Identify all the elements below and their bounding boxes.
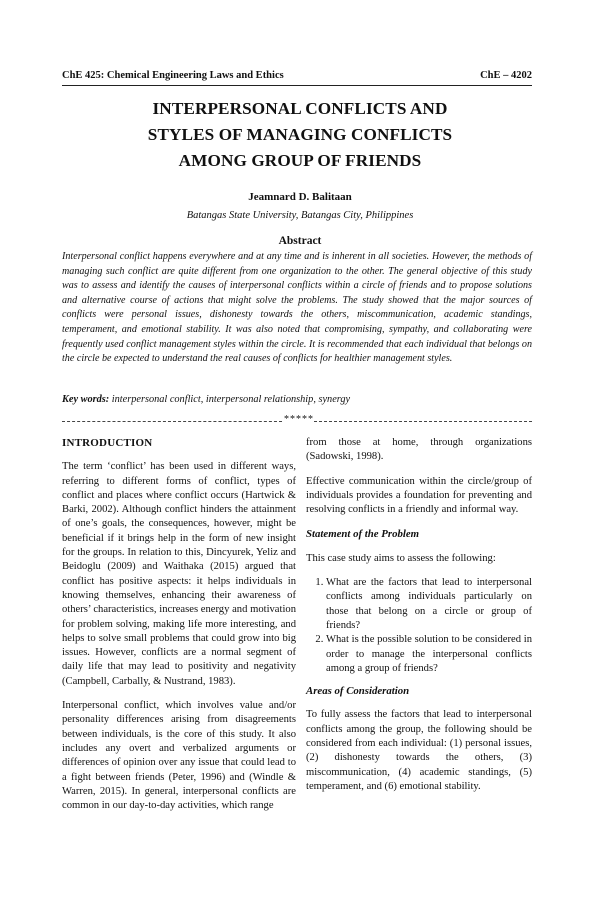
problem-list: [306, 576, 532, 676]
divider-line-right: [314, 421, 532, 422]
areas-heading: Areas of Consideration: [306, 685, 410, 698]
abstract-text: Interpersonal conflict happens everywhere and at any time and is inherent in all societies. However, the methods of managing such conflict are quite different from one organization to the other. The general objective of this study was to assess and identify the causes of interpersonal conflicts within a circle of friends and to propose solutions and alternative course of actions that might solve the problems. The study showed that the major sources of conflicts were personal issues, dishonesty towards the others, miscommunication, academic standings, temperament, and emotional stability. It was also noted that compromising, sympathy, and collaborating were frequently used conflict management styles within the circle. It is recommended that each individual that belongs on the circle be expected to understand the real causes of conflicts for healthier management styles.: [62, 251, 532, 365]
title-line: INTERPERSONAL CONFLICTS AND: [152, 99, 448, 118]
paper-title: [80, 96, 520, 174]
problem-intro: This case study aims to assess the following:: [306, 552, 496, 564]
keywords-label: Key words:: [62, 394, 110, 405]
problem-item: 1. What are the factors that lead to interpersonal conflicts among individuals particularly on those that belong on a circle or group of friends?: [326, 576, 532, 633]
course-title: ChE 425: Chemical Engineering Laws and Ethics: [62, 70, 284, 81]
header-rule: [62, 85, 532, 86]
author-affiliation: Batangas State University, Batangas City, Philippines: [186, 210, 414, 221]
left-column: [62, 436, 296, 823]
running-header: [62, 70, 532, 84]
problem-heading: Statement of the Problem: [306, 528, 420, 541]
problem-item: 2. What is the possible solution to be considered in order to manage the interpersonal conflicts among a group of friends?: [326, 633, 532, 676]
author-name: Jeamnard D. Balitaan: [248, 191, 352, 203]
title-line: AMONG GROUP OF FRIENDS: [178, 151, 422, 170]
intro-paragraph-3: from those at home, through organizations (Sadowski, 1998).: [306, 437, 532, 463]
divider-stars: *****: [284, 414, 314, 425]
introduction-heading: INTRODUCTION: [62, 437, 153, 449]
areas-paragraph: To fully assess the factors that lead to interpersonal conflicts among the group, the following should be considered from each individual: (1) personal issues, (2) dishonesty towards the others, (3) miscommunication, (4) academic standings, (5) temperament, and (6) emotional stability.: [306, 709, 532, 792]
abstract-heading: Abstract: [278, 235, 322, 247]
intro-paragraph-2: Interpersonal conflict, which involves value and/or personality differences arising from disagreements between individuals, is the core of this study. It also includes any overt and verbalized arguments or differences of opinion over any issue that could lead to a fight between friends (Peter, 1996) and (Windle & Warren, 2015). In general, interpersonal conflicts are common in our day-to-day activities, which range: [62, 700, 296, 812]
section-divider: [62, 414, 532, 426]
right-column: [306, 436, 532, 804]
title-line: STYLES OF MANAGING CONFLICTS: [147, 125, 453, 144]
keywords-text: interpersonal conflict, interpersonal relationship, synergy: [111, 394, 351, 405]
intro-paragraph-1: The term ‘conflict’ has been used in different ways, referring to different forms of conflict, types of conflict and places where conflict occurs (Hartwick & Barki, 2002). Although conflict hinders the attainment of one’s goals, the consequences, however, might be beneficial if it brings help in the form of new insight for the groups. In relation to this, Dincyurek, Yeliz and Beidoglu (2009) and Waithaka (2015) argued that conflict has positive aspects: it helps individuals in knowing themselves, enhancing their awareness of others’ characteristics, increases energy and motivation for problem solving, making life more interesting, and helps to solve small problems that could grow into big issues. However, conflicts are a normal segment of daily life that may lead to positivity and negativity (Campbell, Carbally, & Nustrand, 1983).: [62, 461, 296, 687]
keywords: [62, 394, 532, 405]
course-code: ChE – 4202: [480, 70, 532, 81]
intro-paragraph-4: Effective communication within the circle/group of individuals provides a foundation for preventing and resolving conflicts in a friendly and informal way.: [306, 475, 532, 516]
divider-line-left: [62, 421, 282, 422]
